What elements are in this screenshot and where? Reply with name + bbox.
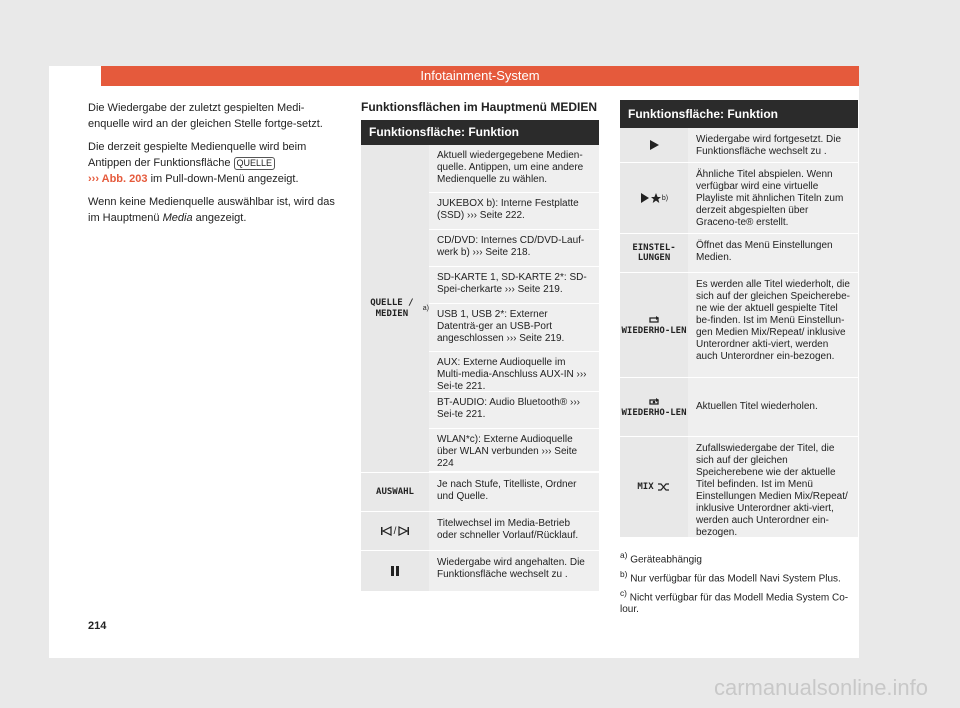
table-row (620, 163, 858, 234)
skip-key (361, 512, 429, 550)
auswahl-label: AUSWAHL (376, 487, 414, 497)
intro-text (88, 100, 338, 233)
source-item: JUKEBOX b): Interne Festplatte (SSD) ››› Seite 222. (429, 193, 599, 230)
skip-separator: / (393, 525, 397, 537)
footnote-text: Nicht verfügbar für das Modell Media System Co-lour. (620, 592, 849, 616)
footnote (620, 568, 855, 585)
repeat-one-label: WIEDERHO-LEN (621, 407, 687, 418)
play-star-icon (640, 192, 662, 204)
page-header: Infotainment-System (101, 66, 859, 86)
right-table-header: Funktionsfläche: Funktion (620, 100, 858, 128)
repeat-all-label: WIEDERHO-LEN (621, 325, 687, 336)
page-number: 214 (88, 620, 107, 632)
pause-key (361, 551, 429, 591)
source-item: BT-AUDIO: Audio Bluetooth® ››› Sei-te 221. (429, 392, 599, 429)
watermark: carmanualsonline.info (714, 675, 929, 700)
settings-description: Öffnet das Menü Einstellungen Medien. (688, 234, 858, 272)
source-item: AUX: Externe Audioquelle im Multi-media-Anschluss AUX-IN ››› Sei-te 221. (429, 352, 599, 392)
skip-description: Titelwechsel im Media-Betrieb oder schneller Vorlauf/Rücklauf. (429, 512, 599, 550)
mix-key (620, 437, 688, 537)
pause-icon (390, 565, 400, 577)
similar-description: Ähnliche Titel abspielen. Wenn verfügbar wird eine virtuelle Playliste mit ähnlichen Titeln zum derzeit abgespielten über Graceno-te® erstellt. (688, 163, 858, 233)
left-function-table (361, 120, 599, 592)
quelle-medien-key (361, 145, 429, 472)
intro-p3-text-a: Wenn keine Medienquelle auswählbar ist, wird das im Hauptmenü (88, 196, 335, 224)
intro-p2-text-a: Die derzeit gespielte Medienquelle wird beim Antippen der Funktionsfläche (88, 141, 307, 169)
play-description: Wiedergabe wird fortgesetzt. Die Funktionsfläche wechselt zu . (688, 128, 858, 162)
table-row (361, 145, 599, 473)
source-item: WLAN*c): Externe Audioquelle über WLAN verbunden ››› Seite 224 (429, 429, 599, 472)
skip-forward-icon (398, 526, 410, 536)
repeat-one-key (620, 378, 688, 436)
intro-p2-text-b: im Pull-down-Menü angezeigt. (150, 173, 299, 185)
repeat-all-description: Es werden alle Titel wiederholt, die sich auf der gleichen Speicherebe-ne wie der aktuell gespielte Titel be-finden. Ist im Menü Einstellun-gen Medien Mix/Repeat/ inklusive Unterordner akti-viert, werden auch Unterordner ein-bezogen. (688, 273, 858, 377)
footnote (620, 549, 855, 566)
repeat-one-icon (647, 396, 661, 408)
right-function-table (620, 100, 858, 538)
table-row (620, 273, 858, 378)
play-key (620, 128, 688, 162)
auswahl-key (361, 473, 429, 511)
settings-label: EINSTEL-LUNGEN (632, 243, 676, 263)
table-row (361, 512, 599, 551)
pause-description: Wiedergabe wird angehalten. Die Funktionsfläche wechselt zu . (429, 551, 599, 591)
quelle-button-ref: QUELLE (234, 157, 276, 170)
source-item: CD/DVD: Internes CD/DVD-Lauf-werk b) ››› Seite 218. (429, 230, 599, 267)
table-row (361, 473, 599, 512)
intro-paragraph-1: Die Wiedergabe der zuletzt gespielten Medi-enquelle wird an der gleichen Stelle fortge-setzt. (88, 102, 323, 130)
footnote-text: Nur verfügbar für das Modell Navi System Plus. (630, 573, 841, 585)
quelle-key-label: QUELLE / MEDIEN (370, 297, 414, 319)
settings-key (620, 234, 688, 272)
mix-label: MIX (637, 482, 654, 492)
source-item: Aktuell wiedergegebene Medien-quelle. Antippen, um eine andere Medienquelle zu wählen. (429, 145, 599, 193)
play-icon (648, 139, 660, 151)
table-row (620, 128, 858, 163)
footnote-mark: b) (620, 569, 628, 579)
footnote-mark: c) (620, 588, 627, 598)
auswahl-description: Je nach Stufe, Titelliste, Ordner und Quelle. (429, 473, 599, 511)
footnote-text: Geräteabhängig (630, 554, 702, 566)
source-item: USB 1, USB 2*: Externer Datenträ-ger an USB-Port angeschlossen ››› Seite 219. (429, 304, 599, 352)
similar-key (620, 163, 688, 233)
repeat-one-description: Aktuellen Titel wiederholen. (688, 378, 858, 436)
footnote-mark: a) (620, 550, 628, 560)
quelle-footnote-mark: a) (422, 305, 429, 312)
repeat-icon (647, 314, 661, 326)
section-title: Funktionsflächen im Hauptmenü MEDIEN (361, 100, 598, 114)
table-row (620, 437, 858, 538)
quelle-source-list (429, 145, 599, 472)
intro-paragraph-2 (88, 139, 338, 187)
table-row (620, 378, 858, 437)
intro-p3-emph: Media (162, 212, 193, 224)
repeat-all-key (620, 273, 688, 377)
table-row (620, 234, 858, 273)
footnote (620, 587, 855, 616)
mix-description: Zufallswiedergabe der Titel, die sich auf der gleichen Speicherebene wie der aktuelle Titel befinden. Ist im Menü Einstellungen Medien Mix/Repeat/ inklusive Unterordner akti-viert, werden auch Unterordner ein-bezogen. (688, 437, 858, 537)
intro-p3-text-b: angezeigt. (195, 212, 247, 224)
shuffle-icon (657, 481, 671, 493)
source-item: SD-KARTE 1, SD-KARTE 2*: SD-Spei-cherkarte ››› Seite 219. (429, 267, 599, 304)
table-row (361, 551, 599, 592)
left-table-header: Funktionsfläche: Funktion (361, 120, 599, 145)
similar-footnote-mark: b) (661, 194, 669, 202)
skip-back-icon (380, 526, 392, 536)
intro-paragraph-3 (88, 194, 338, 226)
figure-link[interactable]: ››› Abb. 203 (88, 173, 148, 185)
